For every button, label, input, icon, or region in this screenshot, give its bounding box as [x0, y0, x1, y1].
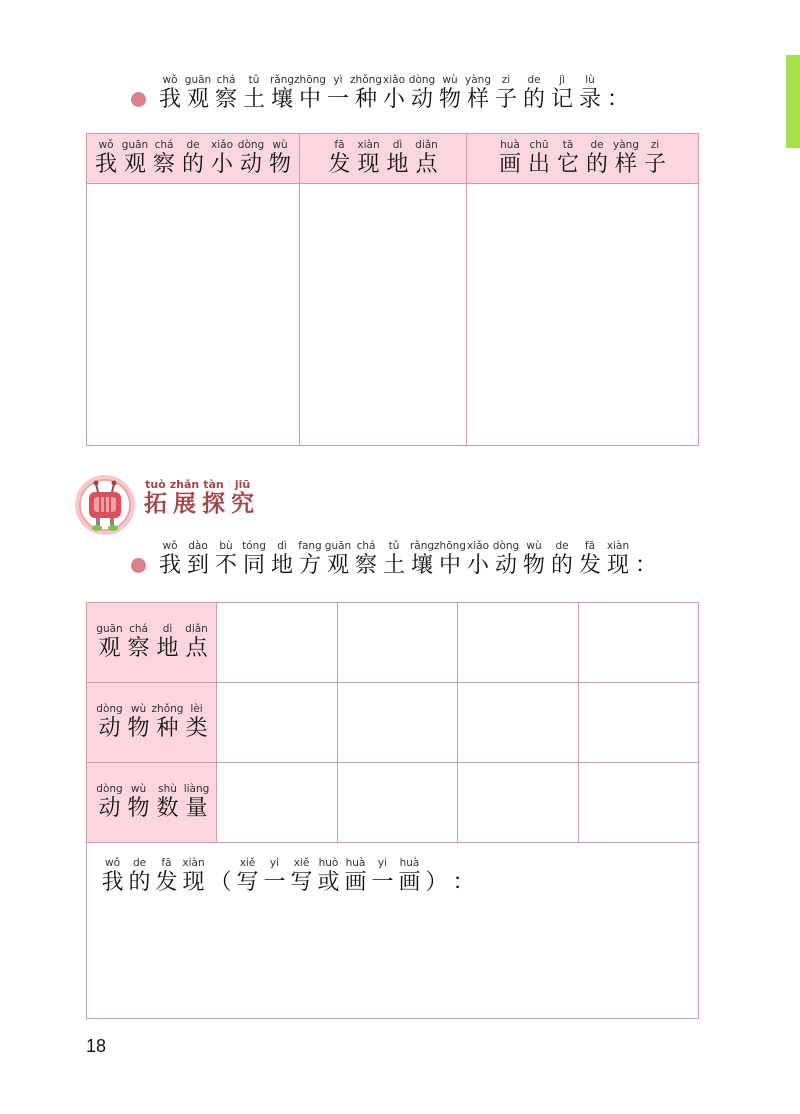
pinyin: jiū — [234, 478, 251, 491]
pinyin: guān — [121, 139, 149, 151]
ruby-char — [296, 74, 324, 113]
ruby-char — [354, 139, 383, 178]
ruby-char — [153, 623, 182, 662]
pinyin: fang — [298, 540, 322, 552]
grid-cell[interactable] — [578, 683, 699, 763]
hanzi: 察 — [127, 636, 150, 661]
ruby-char — [156, 540, 184, 579]
hanzi: 土 — [242, 87, 265, 112]
ruby-char — [408, 74, 436, 113]
grid-cell[interactable] — [337, 683, 458, 763]
pinyin: tǔ — [388, 540, 400, 552]
ruby-char — [464, 540, 492, 579]
ruby-char — [179, 139, 208, 178]
pinyin: dì — [162, 623, 173, 635]
hanzi: 一 — [326, 87, 349, 112]
page-edge-tab — [786, 55, 800, 148]
pinyin: dào — [188, 540, 208, 552]
page-number: 18 — [86, 1036, 107, 1056]
ruby-char — [126, 857, 153, 896]
hanzi: 物 — [438, 87, 461, 112]
pinyin: wǒ — [162, 540, 178, 552]
pinyin: liàng — [183, 783, 210, 795]
hanzi: 我 — [158, 87, 181, 112]
hanzi: 动 — [98, 796, 121, 821]
hanzi: 量 — [185, 796, 208, 821]
ruby-char — [212, 74, 240, 113]
ruby-char — [228, 478, 257, 517]
pinyin: xiǎo — [467, 540, 489, 552]
ruby-char — [153, 703, 182, 742]
pinyin: xiě — [239, 857, 256, 869]
ruby-char — [604, 540, 632, 579]
cell-drawing-entry[interactable] — [467, 184, 699, 446]
robot-badge-icon — [74, 474, 136, 536]
ruby-char — [583, 139, 612, 178]
hanzi: 现 — [606, 553, 629, 578]
ruby-char — [554, 139, 583, 178]
pinyin — [462, 857, 465, 870]
ruby-char — [369, 857, 396, 896]
row-label-location — [87, 603, 217, 683]
pinyin: dì — [277, 540, 287, 552]
hanzi: 小 — [210, 152, 233, 177]
pinyin: wǒ — [162, 74, 178, 86]
ruby-char — [324, 74, 352, 113]
ruby-char — [170, 478, 199, 517]
hanzi: 我 — [94, 152, 117, 177]
hanzi: 的 — [550, 553, 573, 578]
pinyin: yì — [333, 74, 343, 86]
hanzi: 动 — [494, 553, 517, 578]
pinyin: dòng — [96, 703, 123, 715]
hanzi: 画 — [398, 870, 421, 895]
hanzi: 察 — [354, 553, 377, 578]
pinyin: xiàn — [357, 139, 380, 151]
ruby-char — [99, 857, 126, 896]
pinyin: de — [590, 139, 604, 151]
grid-cell[interactable] — [337, 603, 458, 683]
hanzi: 现 — [357, 152, 380, 177]
ruby-char — [95, 623, 124, 662]
ruby-char — [492, 540, 520, 579]
pinyin: dòng — [237, 139, 265, 151]
hanzi: 的 — [128, 870, 151, 895]
grid-cell[interactable] — [458, 603, 579, 683]
pinyin: diǎn — [415, 139, 438, 151]
hanzi: 类 — [185, 716, 208, 741]
ruby-char — [423, 857, 450, 896]
pinyin: wǒ — [98, 139, 114, 151]
pinyin: yi — [377, 857, 388, 869]
ruby-char — [234, 857, 261, 896]
hanzi: 画 — [498, 152, 521, 177]
ruby-char — [182, 703, 211, 742]
grid-cell[interactable] — [458, 763, 579, 843]
hanzi: （ — [209, 870, 232, 895]
hanzi: 出 — [527, 152, 550, 177]
pinyin: tā — [562, 139, 574, 151]
hanzi: 样 — [466, 87, 489, 112]
ruby-char — [184, 74, 212, 113]
hanzi: ） — [425, 870, 448, 895]
hanzi: 的 — [585, 152, 608, 177]
pinyin: rǎng — [269, 74, 295, 86]
grid-cell[interactable] — [458, 683, 579, 763]
ruby-char — [124, 703, 153, 742]
ruby-char — [199, 478, 228, 517]
ruby-char — [266, 139, 295, 178]
pinyin: huà — [500, 139, 520, 151]
hanzi: 动 — [410, 87, 433, 112]
pinyin: zhǎn — [169, 478, 200, 491]
pinyin: chá — [356, 540, 376, 552]
ruby-char — [153, 857, 180, 896]
pinyin: zhōng — [294, 74, 326, 86]
hanzi: 子 — [494, 87, 517, 112]
ruby-char — [496, 139, 525, 178]
pinyin: xiǎo — [211, 139, 233, 151]
hanzi: 动 — [98, 716, 121, 741]
hanzi: 物 — [522, 553, 545, 578]
ruby-char — [342, 857, 369, 896]
pinyin: huà — [345, 857, 366, 869]
pinyin: xiàn — [606, 540, 630, 552]
hanzi: 拓 — [144, 491, 167, 517]
ruby-char — [182, 783, 211, 822]
pinyin: huà — [399, 857, 420, 869]
ruby-char — [380, 74, 408, 113]
hanzi: 的 — [181, 152, 204, 177]
pinyin: diǎn — [185, 623, 208, 635]
hanzi: 我 — [101, 870, 124, 895]
ruby-char — [184, 540, 212, 579]
pinyin: guān — [184, 74, 212, 86]
pinyin: zi — [501, 74, 511, 86]
pinyin: bù — [219, 540, 233, 552]
pinyin: dòng — [96, 783, 123, 795]
pinyin: dì — [392, 139, 403, 151]
pinyin: yàng — [465, 74, 491, 86]
hanzi: 观 — [186, 87, 209, 112]
pinyin: xiě — [293, 857, 310, 869]
hanzi: 动 — [239, 152, 262, 177]
hanzi: 小 — [466, 553, 489, 578]
grid-cell[interactable] — [578, 763, 699, 843]
hanzi: 中 — [438, 553, 461, 578]
pinyin: fā — [334, 139, 345, 151]
hanzi: 同 — [242, 553, 265, 578]
hanzi: 子 — [643, 152, 666, 177]
ruby-char — [208, 139, 237, 178]
ruby-char — [237, 139, 266, 178]
ruby-char — [450, 857, 477, 896]
header-drawing — [467, 134, 699, 184]
pinyin: xiàn — [182, 857, 205, 869]
ruby-char — [268, 74, 296, 113]
pinyin: wù — [130, 703, 147, 715]
row-label-animal-type — [87, 683, 217, 763]
pinyin: zhōng — [434, 540, 466, 552]
pinyin: de — [186, 139, 200, 151]
ruby-char — [464, 74, 492, 113]
pinyin — [644, 540, 647, 553]
hanzi: 展 — [173, 491, 196, 517]
ruby-char — [268, 540, 296, 579]
ruby-char — [240, 540, 268, 579]
hanzi: 地 — [270, 553, 293, 578]
ruby-char — [436, 540, 464, 579]
ruby-char — [352, 540, 380, 579]
ruby-char — [124, 623, 153, 662]
pinyin: rǎng — [409, 540, 435, 552]
ruby-char — [396, 857, 423, 896]
grid-cell[interactable] — [217, 763, 338, 843]
pinyin: yàng — [613, 139, 639, 151]
pinyin: de — [132, 857, 147, 869]
ruby-char — [261, 857, 288, 896]
pinyin: de — [527, 74, 541, 86]
pinyin — [219, 857, 222, 870]
hanzi: 到 — [186, 553, 209, 578]
ruby-char — [296, 540, 324, 579]
ruby-char — [150, 139, 179, 178]
hanzi: 察 — [152, 152, 175, 177]
pinyin: wù — [442, 74, 458, 86]
hanzi: 观 — [98, 636, 121, 661]
pinyin — [616, 74, 619, 87]
hanzi: 样 — [614, 152, 637, 177]
findings-box[interactable] — [87, 843, 699, 1019]
grid-cell[interactable] — [337, 763, 458, 843]
pinyin: wù — [526, 540, 542, 552]
pinyin: fā — [584, 540, 596, 552]
ruby-char — [548, 540, 576, 579]
observation-record-table — [86, 133, 699, 446]
pinyin: huò — [318, 857, 339, 869]
ruby-char — [383, 139, 412, 178]
pinyin: jì — [559, 74, 565, 86]
hanzi: 发 — [578, 553, 601, 578]
pinyin: fā — [161, 857, 172, 869]
pinyin: chū — [529, 139, 549, 151]
pinyin: shù — [158, 783, 177, 795]
pinyin: chá — [154, 139, 174, 151]
cell-location-entry[interactable] — [300, 184, 467, 446]
pinyin: dòng — [408, 74, 436, 86]
section-title-expand-explore — [141, 478, 257, 517]
row-label-animal-count — [87, 763, 217, 843]
pinyin: xiǎo — [383, 74, 405, 86]
hanzi: 现 — [182, 870, 205, 895]
hanzi: 发 — [328, 152, 351, 177]
hanzi: 物 — [127, 716, 150, 741]
heading-observe-different-places — [131, 540, 660, 579]
ruby-char — [604, 74, 632, 113]
ruby-char — [408, 540, 436, 579]
hanzi: 观 — [326, 553, 349, 578]
ruby-char — [153, 783, 182, 822]
hanzi: 一 — [263, 870, 286, 895]
ruby-char — [207, 857, 234, 896]
ruby-char — [315, 857, 342, 896]
ruby-char — [612, 139, 641, 178]
ruby-char — [124, 783, 153, 822]
heading-observe-one-animal — [131, 74, 632, 113]
header-location — [300, 134, 467, 184]
hanzi: 记 — [550, 87, 573, 112]
pinyin: zhǒng — [350, 74, 382, 86]
ruby-char — [212, 540, 240, 579]
bullet-dot — [131, 558, 146, 573]
hanzi: 物 — [127, 796, 150, 821]
pinyin: chá — [129, 623, 148, 635]
comparison-table — [86, 602, 699, 1019]
ruby-char — [95, 703, 124, 742]
hanzi: ： — [606, 87, 629, 112]
ruby-char — [412, 139, 441, 178]
hanzi: 壤 — [410, 553, 433, 578]
pinyin — [435, 857, 438, 870]
hanzi: 观 — [123, 152, 146, 177]
hanzi: 种 — [156, 716, 179, 741]
ruby-char — [325, 139, 354, 178]
ruby-char — [520, 74, 548, 113]
ruby-char — [576, 540, 604, 579]
hanzi: 方 — [298, 553, 321, 578]
hanzi: 画 — [344, 870, 367, 895]
hanzi: 物 — [268, 152, 291, 177]
hanzi: 录 — [578, 87, 601, 112]
ruby-char — [525, 139, 554, 178]
hanzi: 小 — [382, 87, 405, 112]
hanzi: 数 — [156, 796, 179, 821]
hanzi: ： — [634, 553, 657, 578]
bullet-dot — [131, 92, 146, 107]
pinyin: tàn — [203, 478, 224, 491]
hanzi: 地 — [156, 636, 179, 661]
hanzi: 的 — [522, 87, 545, 112]
cell-animal-entry[interactable] — [87, 184, 300, 446]
ruby-char — [156, 74, 184, 113]
ruby-char — [520, 540, 548, 579]
hanzi: 点 — [415, 152, 438, 177]
ruby-char — [492, 74, 520, 113]
hanzi: 中 — [298, 87, 321, 112]
pinyin: de — [555, 540, 569, 552]
pinyin: tǔ — [248, 74, 260, 86]
hanzi: 种 — [354, 87, 377, 112]
hanzi: 察 — [214, 87, 237, 112]
pinyin: wǒ — [104, 857, 120, 869]
pinyin: chá — [216, 74, 236, 86]
pinyin: guān — [324, 540, 352, 552]
ruby-char — [141, 478, 170, 517]
header-animal — [87, 134, 300, 184]
hanzi: 壤 — [270, 87, 293, 112]
ruby-char — [632, 540, 660, 579]
ruby-char — [288, 857, 315, 896]
ruby-char — [576, 74, 604, 113]
hanzi: 点 — [185, 636, 208, 661]
ruby-char — [436, 74, 464, 113]
ruby-char — [240, 74, 268, 113]
pinyin: tuò — [145, 478, 166, 491]
pinyin: wù — [130, 783, 147, 795]
hanzi: 写 — [236, 870, 259, 895]
pinyin: wù — [272, 139, 288, 151]
ruby-char — [324, 540, 352, 579]
hanzi: 地 — [386, 152, 409, 177]
ruby-char — [180, 857, 207, 896]
pinyin: guān — [96, 623, 123, 635]
grid-cell[interactable] — [578, 603, 699, 683]
hanzi: 写 — [290, 870, 313, 895]
ruby-char — [380, 540, 408, 579]
hanzi: 探 — [202, 491, 225, 517]
ruby-char — [352, 74, 380, 113]
grid-cell[interactable] — [217, 683, 338, 763]
hanzi: 不 — [214, 553, 237, 578]
ruby-char — [92, 139, 121, 178]
ruby-char — [548, 74, 576, 113]
hanzi: 或 — [317, 870, 340, 895]
hanzi: 究 — [231, 491, 254, 517]
pinyin: dòng — [492, 540, 520, 552]
hanzi: 一 — [371, 870, 394, 895]
ruby-char — [641, 139, 670, 178]
ruby-char — [95, 783, 124, 822]
hanzi: 发 — [155, 870, 178, 895]
pinyin: tóng — [242, 540, 266, 552]
hanzi: 土 — [382, 553, 405, 578]
hanzi: ： — [452, 870, 475, 895]
hanzi: 我 — [158, 553, 181, 578]
ruby-char — [121, 139, 150, 178]
pinyin: zhǒng — [151, 703, 184, 715]
hanzi: 它 — [556, 152, 579, 177]
pinyin: lù — [585, 74, 595, 86]
pinyin: lèi — [190, 703, 203, 715]
grid-cell[interactable] — [217, 603, 338, 683]
ruby-char — [182, 623, 211, 662]
pinyin: yi — [269, 857, 280, 869]
pinyin: zi — [650, 139, 660, 151]
